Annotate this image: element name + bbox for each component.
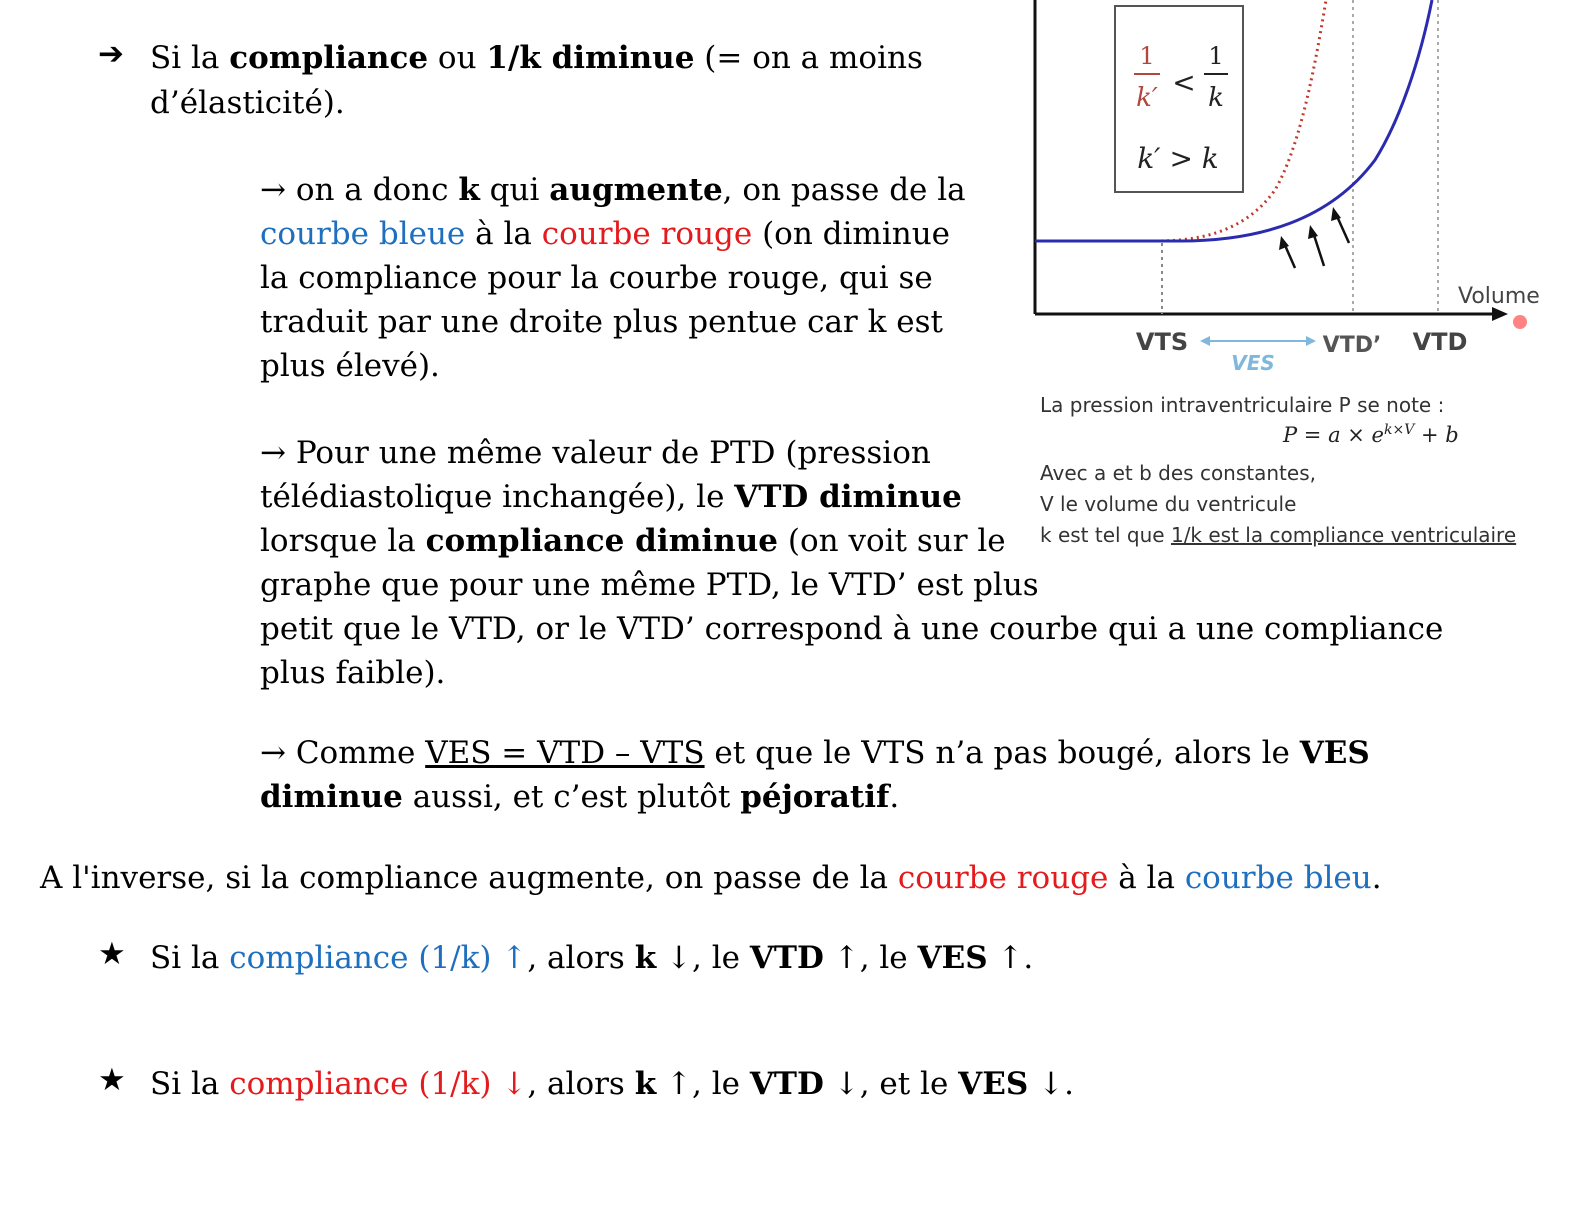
pressure-volume-graph <box>1030 0 1593 400</box>
red-curve <box>1035 0 1326 241</box>
para1-line4: traduit par une droite plus pentue car k est <box>260 304 943 340</box>
ves-formula: VES = VTD – VTS <box>425 735 705 771</box>
para2-line6: plus faible). <box>260 655 446 691</box>
pressure-volume-figure <box>1030 0 1593 560</box>
red-curve-text: courbe rouge <box>541 216 753 252</box>
caption-line1: La pression intraventriculaire P se note : <box>1040 393 1445 417</box>
svg-text:k: k <box>1208 83 1224 113</box>
svg-text:1: 1 <box>1139 42 1155 70</box>
para1-line2: courbe bleue à la courbe rouge (on diminue <box>260 216 951 252</box>
caption-line3: V le volume du ventricule <box>1040 492 1297 516</box>
section1-line1: Si la compliance ou 1/k diminue (= on a moins <box>150 40 923 76</box>
star-icon: ★ <box>98 936 126 972</box>
inverse-line: A l'inverse, si la compliance augmente, on passe de la courbe rouge à la courbe bleu. <box>40 860 1382 896</box>
para1-line1: → on a donc k qui augmente, on passe de la <box>260 172 966 208</box>
caption-line4: k est tel que 1/k est la compliance ventriculaire <box>1040 523 1517 547</box>
pressure-formula: $P = a \times e^{k\times V} + b$ <box>1283 422 1459 447</box>
x-axis-arrowhead <box>1492 307 1508 321</box>
section1-line2: d’élasticité). <box>150 85 345 121</box>
para2-line2: télédiastolique inchangée), le VTD diminue <box>260 479 962 515</box>
tick-vtd: VTD <box>1412 328 1468 356</box>
para2-line4: graphe que pour une même PTD, le VTD’ est plus <box>260 567 1039 603</box>
para1-line5: plus élevé). <box>260 348 440 384</box>
tick-vts: VTS <box>1135 328 1189 356</box>
x-axis-label: Volume <box>1458 284 1540 309</box>
inequality-fractions <box>1134 42 1228 113</box>
ves-label: VES <box>1231 351 1275 375</box>
para3-line2: diminue aussi, et c’est plutôt péjoratif. <box>260 779 900 815</box>
blue-curve-text: courbe bleue <box>260 216 466 252</box>
inequality-line2: k′ > k <box>1137 142 1219 175</box>
star-item-1: Si la compliance (1/k) ↑, alors k ↓, le VTD ↑, le VES ↑. <box>150 940 1034 976</box>
caption-line2: Avec a et b des constantes, <box>1040 461 1316 485</box>
para2-line1: → Pour une même valeur de PTD (pression <box>260 435 931 471</box>
ves-arrowhead-left <box>1200 336 1210 346</box>
svg-text:k′: k′ <box>1136 83 1158 113</box>
para1-line3: la compliance pour la courbe rouge, qui se <box>260 260 933 296</box>
para3-line1: → Comme VES = VTD – VTS et que le VTS n’a pas bougé, alors le VES <box>260 735 1370 771</box>
arrow-bullet-icon: ➔ <box>98 36 124 72</box>
tick-vtd-prime: VTD’ <box>1322 333 1382 358</box>
svg-text:1: 1 <box>1208 42 1224 70</box>
star-item-2: Si la compliance (1/k) ↓, alors k ↑, le VTD ↓, et le VES ↓. <box>150 1066 1074 1102</box>
para2-line3: lorsque la compliance diminue (on voit sur le <box>260 523 1006 559</box>
ves-arrowhead-right <box>1306 336 1316 346</box>
para2-line5: petit que le VTD, or le VTD’ correspond à une courbe qui a une compliance <box>260 611 1444 647</box>
star-icon: ★ <box>98 1062 126 1098</box>
red-dot-icon <box>1513 315 1527 329</box>
blue-curve <box>1035 0 1432 241</box>
svg-text:<: < <box>1172 66 1196 99</box>
